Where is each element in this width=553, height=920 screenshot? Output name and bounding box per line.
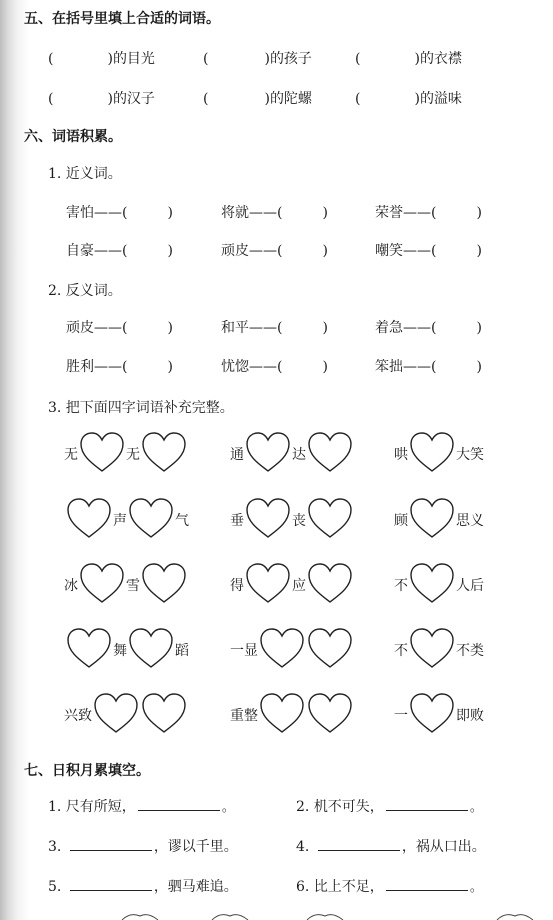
heart-blank[interactable]	[409, 497, 455, 539]
proverb-blank[interactable]	[386, 876, 468, 891]
synonym-item[interactable]: 将就——( )	[221, 205, 328, 221]
idiom-char: 不	[394, 643, 408, 659]
proverb-blank[interactable]	[386, 796, 468, 811]
cutoff-decoration-icon	[495, 912, 535, 920]
heart-blank[interactable]	[128, 497, 174, 539]
proverb-item: 5. ，驷马难追。	[48, 876, 238, 896]
idiom-char: 不	[394, 578, 408, 594]
antonym-item[interactable]: 忧惚——( )	[221, 359, 328, 375]
heart-blank[interactable]	[66, 497, 112, 539]
heart-blank[interactable]	[307, 692, 353, 734]
idiom-char: 大笑	[456, 447, 484, 463]
heart-blank[interactable]	[245, 431, 291, 473]
idiom-char: 垂	[230, 513, 244, 529]
fill-blank-item[interactable]: ( )的溢味	[355, 91, 462, 107]
synonym-item[interactable]: 顽皮——( )	[221, 243, 328, 259]
heart-blank[interactable]	[79, 431, 125, 473]
section-6-title: 六、词语积累。	[24, 129, 122, 145]
proverb-blank[interactable]	[318, 836, 400, 851]
idiom-char: 无	[64, 447, 78, 463]
fill-blank-item[interactable]: ( )的陀螺	[203, 91, 312, 107]
idiom-label: 3. 把下面四字词语补充完整。	[48, 400, 234, 416]
antonym-item[interactable]: 顽皮——( )	[66, 320, 173, 336]
idiom-char: 不类	[456, 643, 484, 659]
idiom-char: 一	[394, 708, 408, 724]
heart-blank[interactable]	[307, 431, 353, 473]
idiom-char: 蹈	[175, 643, 189, 659]
cutoff-decoration-icon	[210, 912, 250, 920]
idiom-char: 兴致	[64, 708, 92, 724]
proverb-item: 2. 机不可失， 。	[296, 796, 483, 816]
antonym-item[interactable]: 胜利——( )	[66, 359, 173, 375]
fill-blank-item[interactable]: ( )的孩子	[203, 51, 312, 67]
synonyms-label: 1. 近义词。	[48, 166, 122, 182]
heart-blank[interactable]	[409, 627, 455, 669]
proverb-item: 3. ，谬以千里。	[48, 836, 238, 856]
proverb-item: 6. 比上不足， 。	[296, 876, 483, 896]
heart-blank[interactable]	[141, 562, 187, 604]
section-5-title: 五、在括号里填上合适的词语。	[24, 11, 220, 27]
heart-blank[interactable]	[259, 627, 305, 669]
idiom-char: 无	[126, 447, 140, 463]
idiom-char: 思义	[456, 513, 484, 529]
heart-blank[interactable]	[66, 627, 112, 669]
heart-blank[interactable]	[93, 692, 139, 734]
heart-blank[interactable]	[307, 627, 353, 669]
heart-blank[interactable]	[128, 627, 174, 669]
proverb-blank[interactable]	[70, 836, 152, 851]
proverb-item: 1. 尺有所短， 。	[48, 796, 235, 816]
fill-blank-item[interactable]: ( )的汉子	[48, 91, 155, 107]
heart-blank[interactable]	[141, 692, 187, 734]
heart-blank[interactable]	[307, 562, 353, 604]
idiom-char: 气	[175, 513, 189, 529]
idiom-char: 重整	[230, 708, 258, 724]
proverb-item: 4. ，祸从口出。	[296, 836, 486, 856]
proverb-blank[interactable]	[70, 876, 152, 891]
heart-blank[interactable]	[409, 692, 455, 734]
fill-blank-item[interactable]: ( )的衣襟	[355, 51, 462, 67]
idiom-char: 通	[230, 447, 244, 463]
idiom-char: 哄	[394, 447, 408, 463]
heart-blank[interactable]	[141, 431, 187, 473]
heart-blank[interactable]	[245, 562, 291, 604]
antonym-item[interactable]: 笨拙——( )	[375, 359, 482, 375]
synonym-item[interactable]: 荣誉——( )	[375, 205, 482, 221]
proverb-blank[interactable]	[138, 796, 220, 811]
idiom-char: 达	[292, 447, 306, 463]
synonym-item[interactable]: 害怕——( )	[66, 205, 173, 221]
heart-blank[interactable]	[245, 497, 291, 539]
heart-blank[interactable]	[409, 562, 455, 604]
idiom-char: 声	[113, 513, 127, 529]
antonyms-label: 2. 反义词。	[48, 283, 122, 299]
antonym-item[interactable]: 着急——( )	[375, 320, 482, 336]
synonym-item[interactable]: 嘲笑——( )	[375, 243, 482, 259]
heart-blank[interactable]	[409, 431, 455, 473]
idiom-char: 得	[230, 578, 244, 594]
idiom-char: 顾	[394, 513, 408, 529]
idiom-char: 雪	[126, 578, 140, 594]
heart-blank[interactable]	[79, 562, 125, 604]
idiom-char: 一显	[230, 643, 258, 659]
idiom-char: 舞	[113, 643, 127, 659]
heart-blank[interactable]	[307, 497, 353, 539]
fill-blank-item[interactable]: ( )的目光	[48, 51, 155, 67]
idiom-char: 人后	[456, 578, 484, 594]
cutoff-decoration-icon	[305, 912, 345, 920]
idiom-char: 即败	[456, 708, 484, 724]
cutoff-decoration-icon	[120, 912, 160, 920]
antonym-item[interactable]: 和平——( )	[221, 320, 328, 336]
section-7-title: 七、日积月累填空。	[24, 763, 150, 779]
synonym-item[interactable]: 自豪——( )	[66, 243, 173, 259]
idiom-char: 应	[292, 578, 306, 594]
idiom-char: 丧	[292, 513, 306, 529]
idiom-char: 冰	[64, 578, 78, 594]
heart-blank[interactable]	[259, 692, 305, 734]
